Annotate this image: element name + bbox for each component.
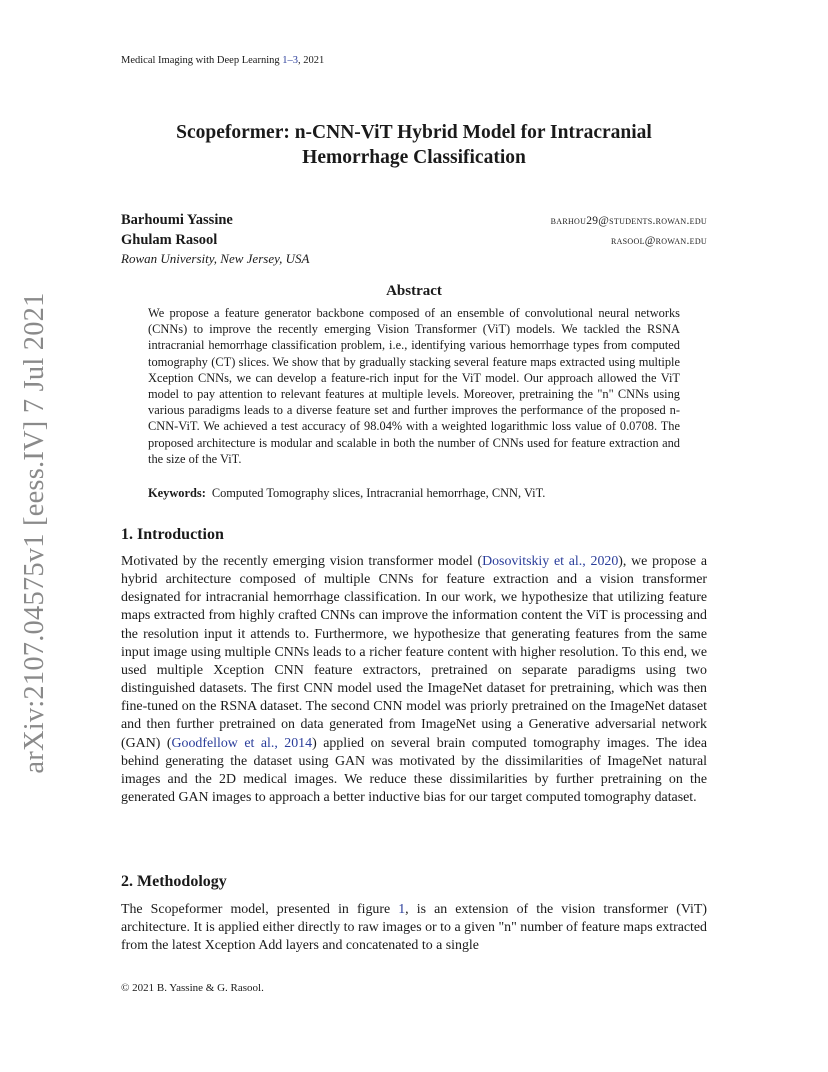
running-header [121, 55, 324, 66]
copyright-footer: © 2021 B. Yassine & G. Rasool. [121, 982, 264, 994]
intro-text-1: Motivated by the recently emerging vision transformer model ( [121, 554, 483, 569]
keywords-label: Keywords: [148, 486, 206, 500]
intro-text-2: ), we propose a hybrid architecture composed of multiple CNNs for feature extraction and a vision transformer designated for intracranial hemorrhage classification. In our work, we hypothesize that utilizing feature maps extracted from highly crafted CNNs can improve the information content the ViT is processing and the resolution input it attends to. Furthermore, we hypothesize that generating features from the same input image using multiple CNNs leads to a richer feature content with higher resolution. To this end, we used multiple Xception CNN feature extractors, pretrained on separate paradigms using two distinguished datasets. The first CNN model used the ImageNet dataset for pretraining, which was then fine-tuned on the RSNA dataset. The second CNN model was priorly pretrained on the ImageNet dataset and then further pretrained on data generated from ImageNet using a Generative adversarial network (GAN) ( [121, 554, 707, 751]
figure-ref-link[interactable]: 1 [398, 902, 406, 917]
journal-name: Medical Imaging with Deep Learning [121, 55, 283, 66]
affiliation: Rowan University, New Jersey, USA [121, 251, 310, 266]
author-name-2: Ghulam Rasool [121, 232, 218, 248]
method-text-2: , is an extension of the vision transformer (ViT) architecture. It is applied either directly to raw images or to a given "n" number of feature maps extracted from the latest Xception Add layers and concatenated to a single [121, 902, 707, 954]
methodology-body [121, 901, 707, 955]
intro-text-3: ) applied on several brain computed tomography images. The idea behind generating the dataset using GAN was motivated by the dissimilarities of ImageNet natural images and the 2D medical images. We reduce these dissimilarities by further pretraining on the generated GAN images to approach a better inductive bias for our target computed tomography dataset. [121, 735, 707, 806]
header-year: , 2021 [298, 55, 325, 66]
citation-goodfellow-link[interactable]: Goodfellow et al., 2014 [171, 735, 313, 751]
title-line-1: Scopeformer: n-CNN-ViT Hybrid Model for Intracranial [176, 122, 652, 143]
author-email-2: rasool@rowan.edu [610, 235, 707, 247]
keywords-list: Computed Tomography slices, Intracranial hemorrhage, CNN, ViT. [211, 486, 546, 500]
abstract-heading: Abstract [386, 283, 442, 299]
abstract-body: We propose a feature generator backbone composed of an ensemble of convolutional neural networks (CNNs) to improve the recently emerging Vision Transformer (ViT) models. We tackled the RSNA intracranial hemorrhage classification problem, i.e., identifying various hemorrhage types from computed tomography (CT) slices. We show that by gradually stacking several feature maps extracted using multiple Xception CNNs, we can develop a feature-rich input for the ViT model. Our approach allowed the ViT model to pay attention to relevant features at multiple levels. Moreover, pretraining the "n" CNNs using various paradigms leads to a diverse feature set and further improves the performance of the proposed n-CNN-ViT. We achieved a test accuracy of 98.04% with a weighted logarithmic loss value of 0.0708. The proposed architecture is modular and scalable in both the number of CNNs used for feature extraction and the size of the ViT. [148, 306, 680, 466]
title-line-2: Hemorrhage Classification [302, 147, 526, 168]
method-text-1: The Scopeformer model, presented in figure [121, 902, 399, 917]
citation-dosovitskiy-link[interactable]: Dosovitskiy et al., 2020 [482, 554, 619, 569]
author-name-1: Barhoumi Yassine [121, 212, 233, 228]
methodology-heading: 2. Methodology [121, 873, 227, 890]
arxiv-identifier-text: arXiv:2107.04575v1 [eess.IV] 7 Jul 2021 [19, 292, 50, 774]
introduction-body [121, 553, 707, 807]
keywords [148, 486, 680, 501]
paper-title [100, 120, 728, 170]
author-email-1: barhou29@students.rowan.edu [550, 215, 707, 227]
introduction-heading: 1. Introduction [121, 526, 224, 543]
page-range-link[interactable]: 1–3 [282, 55, 298, 66]
